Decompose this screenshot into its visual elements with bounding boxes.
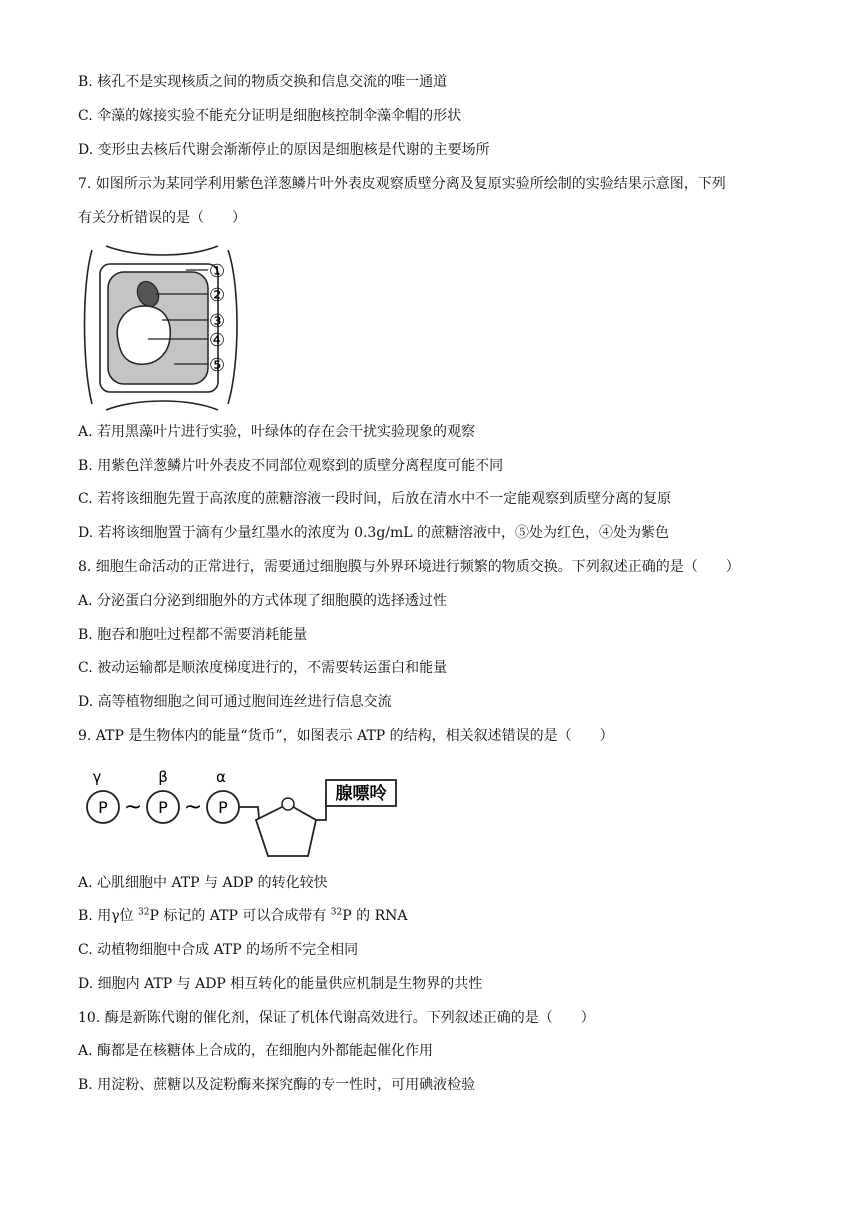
high-energy-bond-1: ~ (123, 795, 143, 820)
gamma-label: γ (92, 768, 102, 786)
figure-label-5: ⑤ (209, 355, 226, 376)
q6-option-b: B. 核孔不是实现核质之间的物质交换和信息交流的唯一通道 (78, 74, 448, 90)
alpha-label: α (216, 768, 226, 786)
high-energy-bond-2: ~ (183, 795, 203, 820)
phosphate-alpha: P (218, 798, 228, 817)
q7-option-b: B. 用紫色洋葱鳞片叶外表皮不同部位观察到的质壁分离程度可能不同 (78, 458, 504, 474)
q6-option-d: D. 变形虫去核后代谢会渐渐停止的原因是细胞核是代谢的主要场所 (78, 142, 490, 158)
figure-label-2: ② (209, 285, 226, 306)
q9-option-b: B. 用γ位 $^{32}$P 标记的 ATP 可以合成带有 $^{32}$P 的 RNA (78, 907, 408, 924)
q8-option-a: A. 分泌蛋白分泌到细胞外的方式体现了细胞膜的选择透过性 (78, 593, 448, 609)
atp-structure-figure (78, 762, 418, 862)
q10-option-a: A. 酶都是在核糖体上合成的，在细胞内外都能起催化作用 (78, 1043, 434, 1059)
q7-option-c: C. 若将该细胞先置于高浓度的蔗糖溶液一段时间，后放在清水中不一定能观察到质壁分离的复原 (78, 491, 672, 507)
q10-stem: 10. 酶是新陈代谢的催化剂，保证了机体代谢高效进行。下列叙述正确的是（ ） (78, 1010, 595, 1026)
q6-option-c: C. 伞藻的嫁接实验不能充分证明是细胞核控制伞藻伞帽的形状 (78, 108, 462, 124)
q8-option-d: D. 高等植物细胞之间可通过胞间连丝进行信息交流 (78, 694, 392, 710)
q7-option-d: D. 若将该细胞置于滴有少量红墨水的浓度为 0.3g/mL 的蔗糖溶液中，⑤处为红色，④处为紫色 (78, 525, 670, 541)
phosphate-gamma: P (98, 798, 108, 817)
figure-label-3: ③ (209, 311, 226, 332)
q9-option-c: C. 动植物细胞中合成 ATP 的场所不完全相同 (78, 942, 359, 958)
figure-label-4: ④ (209, 330, 226, 351)
plasmolysis-cell-figure (78, 244, 248, 414)
q7-option-a: A. 若用黑藻叶片进行实验，叶绿体的存在会干扰实验现象的观察 (78, 424, 476, 440)
figure-label-1: ① (209, 261, 226, 282)
adenine-label: 腺嘌呤 (335, 784, 387, 804)
q9-option-a: A. 心肌细胞中 ATP 与 ADP 的转化较快 (78, 875, 328, 891)
q8-option-b: B. 胞吞和胞吐过程都不需要消耗能量 (78, 627, 308, 643)
phosphate-beta: P (158, 798, 168, 817)
q9-stem: 9. ATP 是生物体内的能量“货币”，如图表示 ATP 的结构，相关叙述错误的是（ ） (78, 728, 614, 744)
q9-option-d: D. 细胞内 ATP 与 ADP 相互转化的能量供应机制是生物界的共性 (78, 976, 483, 992)
q7-stem-line1: 7. 如图所示为某同学利用紫色洋葱鳞片叶外表皮观察质壁分离及复原实验所绘制的实验结果示意图，下列 (78, 176, 726, 192)
q7-stem-line2: 有关分析错误的是（ ） (78, 210, 246, 226)
q8-option-c: C. 被动运输都是顺浓度梯度进行的，不需要转运蛋白和能量 (78, 660, 448, 676)
q8-stem: 8. 细胞生命活动的正常进行，需要通过细胞膜与外界环境进行频繁的物质交换。下列叙述正确的是（ ） (78, 559, 740, 575)
beta-label: β (158, 768, 168, 786)
q10-option-b: B. 用淀粉、蔗糖以及淀粉酶来探究酶的专一性时，可用碘液检验 (78, 1077, 476, 1093)
